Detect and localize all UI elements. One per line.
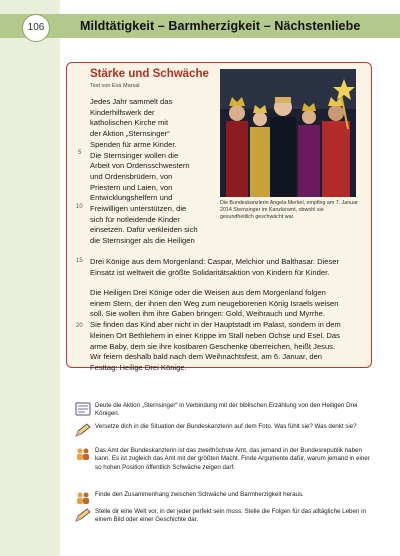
worksheet-icon	[75, 402, 91, 416]
task-item	[75, 402, 375, 422]
line-number: 20	[76, 323, 83, 329]
text-line: Entwicklungshelfern und	[90, 193, 173, 203]
text-line: Die Heiligen Drei Könige oder die Weisen aus dem Morgenland folgen	[90, 288, 326, 297]
text-line: kleinen Ort Bethlehem in einer Krippe im Stall neben Ochse und Esel. Das	[90, 330, 340, 340]
text-line: sich für notleidende Kinder	[90, 214, 180, 224]
text-line: soll. Sie wollen ihm ihre Gaben bringen: Gold, Weihrauch und Myrrhe.	[90, 309, 325, 319]
box-author: Text von Eva Marsal	[90, 83, 140, 89]
page-title: Mildtätigkeit – Barmherzigkeit – Nächstenliebe	[80, 19, 361, 33]
text-line: einem Stern, der ihnen den Weg zum neugeborenen König Israels weisen	[90, 298, 339, 308]
line-number: 5	[78, 150, 82, 156]
task-text: Stelle dir eine Welt vor, in der jeder perfekt sein muss. Stelle die Folgen für das alltägliche Leben in einem Bild oder einer Geschichte dar.	[95, 508, 366, 524]
text-line: Sie finden das Kind aber nicht in der Hauptstadt im Palast, sondern in dem	[90, 320, 341, 330]
group-discussion-icon	[75, 491, 91, 505]
text-line: die Sternsinger als die Heiligen	[90, 236, 195, 246]
line-number: 10	[76, 204, 83, 210]
task-item	[75, 447, 375, 471]
paragraph-1-continued	[90, 257, 355, 278]
text-line: katholischen Kirche mit	[90, 118, 169, 128]
text-line: Jedes Jahr sammelt das	[90, 97, 173, 106]
text-line: Die Sternsinger wollen die	[90, 150, 179, 160]
text-line: arme Baby, dem sie ihre kostbaren Geschenke überreichen, heißt Jesus.	[90, 341, 336, 351]
box-title: Stärke und Schwäche	[90, 68, 209, 80]
pencil-icon	[75, 423, 91, 437]
group-discussion-icon	[75, 447, 91, 461]
text-line: Einsatz ist weltweit die größte Solidaritätsaktion von Kindern für Kinder.	[90, 267, 330, 277]
text-line: der Aktion „Sternsinger“	[90, 129, 170, 139]
paragraph-2	[90, 288, 356, 374]
text-line: Priestern und Laien, von	[90, 182, 173, 192]
task-text: Das Amt der Bundeskanzlerin ist das zweithöchste Amt, das jemand in der Bundesrepublik haben kann. Es ist zugleich das Amt mit der größten Macht. Finde Argumente dafür, warum jemand in einer so hohen Position öffentlich Schwäche zeigen darf.	[95, 447, 370, 471]
photo-caption: Die Bundeskanzlerin Angela Merkel, empfing am 7. Januar 2014 Sternsinger im Kanzleramt, obwohl sie gesundheitlich geschwächt war.	[220, 200, 358, 220]
left-margin-band	[0, 0, 60, 556]
text-line: Spenden für arme Kinder.	[90, 139, 177, 149]
sternsinger-photo	[220, 69, 356, 197]
task-text: Deute die Aktion „Sternsinger“ in Verbindung mit der biblischen Erzählung von den Heiligen Drei Königen.	[95, 402, 358, 418]
text-line: einsetzen. Dafür verkleiden sich	[90, 225, 198, 235]
paragraph-1	[90, 97, 214, 247]
page-number: 106	[22, 14, 50, 42]
task-text: Versetze dich in die Situation der Bundeskanzlerin auf dem Foto. Was fühlt sie? Was denkt sie?	[95, 423, 357, 430]
text-line: Wir feiern deshalb bald nach dem Weihnachtsfest, am 6. Januar, den	[90, 352, 323, 362]
task-item	[75, 508, 375, 528]
pencil-icon	[75, 508, 91, 522]
text-line: Drei Könige aus dem Morgenland: Caspar, Melchior und Balthasar. Dieser	[90, 257, 340, 266]
line-number: 15	[76, 258, 83, 264]
text-line: Festtag: Heilige Drei Könige.	[90, 362, 187, 372]
text-line: und Ordensbrüdern, von	[90, 171, 173, 181]
task-text: Finde den Zusammenhang zwischen Schwäche und Barmherzigkeit heraus.	[95, 491, 304, 498]
text-line: Kinderhilfswerk der	[90, 107, 155, 117]
text-line: Arbeit von Ordensschwestern	[90, 161, 190, 171]
text-line: Freiwilligen unterstützen, die	[90, 204, 187, 214]
task-item	[75, 423, 375, 443]
